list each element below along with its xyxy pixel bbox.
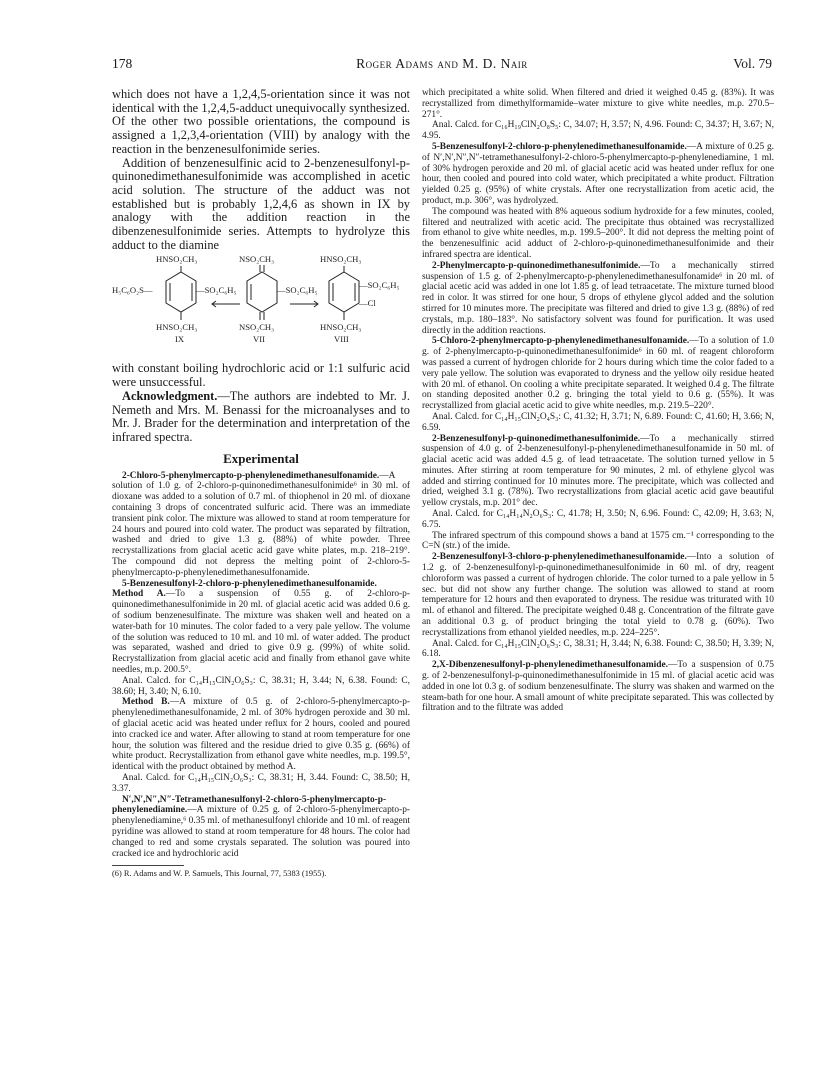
paragraph: The infrared spectrum of this compound shows a band at 1575 cm.⁻¹ corresponding to the C=N (str.) of the imide. [422,530,774,552]
experimental-entry [422,660,774,714]
experimental-entry [112,471,410,579]
compound-label-ix: IX [175,334,185,345]
vii-right-substituent: —SO₂C₆H₅ [277,285,318,296]
ix-left-substituent: H₅C₆O₂S— [112,285,153,296]
analysis-line: Anal. Calcd. for C₁₄H₁₅ClN₂O₆S₃: C, 38.31; H, 3.44. Found: C, 38.50; H, 3.37. [112,772,410,794]
ix-right-substituent: —SO₂C₆H₅ [196,285,237,296]
experimental-entry [422,552,774,638]
vii-bottom-substituent: NSO₂CH₃ [239,322,275,333]
entry-title: 2-Phenylmercapto-p-quinonedimethanesulfonimide. [432,260,641,271]
acknowledgment-title: Acknowledgment. [122,388,218,403]
right-column [422,88,774,714]
experimental-entry [422,261,774,337]
chemical-scheme [112,254,410,360]
left-column [112,88,410,879]
experimental-entry [422,434,774,510]
compound-label-vii: VII [253,334,265,345]
analysis-line: Anal. Calcd. for C₁₄H₁₅ClN₂O₆S₃: C, 38.31; H, 3.44; N, 6.38. Found: C, 38.60; H, 3.40; N, 6.10. [112,675,410,697]
acknowledgment [112,390,410,445]
running-header [112,56,772,76]
entry-title: 5-Benzenesulfonyl-2-chloro-p-phenylenedimethanesulfonamide. [432,141,687,152]
entry-text: —A mixture of 0.25 g. of N′,N′,N″,N″-tetramethanesulfonyl-2-chloro-5-phenylmercapto-p-phenylenediamine, 1 ml. of 30% hydrogen peroxide and 20 ml. of glacial acetic acid was heated under reflux for one hour, then cooled and poured into cold water, which precipitated a white product. Filtration yielded 0.25 g. (95%) of white crystals. After one recrystallization from acetic acid, the product, m.p. 306°, was hydrolyzed. [422,141,774,206]
entry-title: 2-Benzenesulfonyl-3-chloro-p-phenylenedimethanesulfonamide. [432,552,687,563]
entry-text: —A mixture of 0.25 g. of 2-chloro-5-phenylmercapto-p-phenylenediamine,⁶ 0.35 ml. of methanesulfonyl chloride and 10 ml. of reagent pyridine was allowed to stand at room temperature for 48 hours. The color had changed to red and some crystals separated. The solution was poured into cracked ice and hydrochloric acid [112,805,410,859]
entry-text: —A solution of 1.0 g. of 2-chloro-p-quinonedimethanesulfonimide⁶ in 30 ml. of dioxane was added to a solution of 0.7 ml. of thiophenol in 20 ml. of dioxane containing 3 drops of concentrated sulfuric acid. There was an immediate transient pink color. The mixture was allowed to stand at room temperature for 24 hours and poured into cold water. The product was separated by filtration, washed and dried to give 1.3 g. (88%) of white powder. Three recrystallizations from glacial acetic acid gave white plates, m.p. 218–219°. The compound did not depress the melting point of 2-chloro-5-phenylmercapto-p-phenylenedimethanesulfonamide. [112,470,410,578]
entry-text: —To a suspension of 0.55 g. of 2-chloro-p-quinonedimethanesulfonimide in 20 ml. of glacial acetic acid was added 0.6 g. of sodium benzenesulfinate. The mixture was shaken well and heated on a water-bath for 10 minutes. The color faded to a very pale yellow. The volume of the solution was reduced to 10 ml. and 10 ml. of water added. The product was separated, washed and dried to give 0.9 g. (99%) of white solid. Recrystallization from glacial acetic acid and finally from ethanol gave white needles, m.p. 200.5°. [112,589,410,675]
analysis-line: Anal. Calcd. for C₁₄H₁₅ClN₂O₆S₃: C, 38.31; H, 3.44; N, 6.38. Found: C, 38.50; H, 3.39; N, 6.18. [422,638,774,660]
entry-title: 2,X-Dibenzenesulfonyl-p-phenylenedimethanesulfonamide. [432,660,668,671]
analysis-line: Anal. Calcd. for C₁₄H₁₅ClN₂O₄S₃: C, 41.32; H, 3.71; N, 6.89. Found: C, 41.60; H, 3.66; N, 6.59. [422,411,774,433]
viii-chloro-substituent: —Cl [359,298,376,309]
running-title: Roger Adams and M. D. Nair [356,56,528,71]
paragraph: which does not have a 1,2,4,5-orientation since it was not identical with the 1,2,4,5-adduct unequivocally synthesized. Of the other two possible orientations, the compound is assigned a 1,2,3,4-orientation (VIII) by analogy with the reaction in the benzenesulfonimide series. [112,87,410,156]
paragraph: The compound was heated with 8% aqueous sodium hydroxide for a few minutes, cooled, filtered and neutralized with acetic acid. The precipitate thus obtained was recrystallized from ethanol to give white needles, m.p. 199.5–200°. It did not depress the melting point of the benzenesulfinic acid adduct of 2-chloro-p-quinonedimethanesulfonimide and their infrared spectra are identical. [422,206,774,260]
paragraph: with constant boiling hydrochloric acid or 1:1 sulfuric acid were unsuccessful. [112,361,410,390]
experimental-entry [112,697,410,773]
ix-top-substituent: HNSO₂CH₃ [156,254,198,265]
entry-text: —A mixture of 0.5 g. of 2-chloro-5-phenylmercapto-p-phenylenedimethanesulfonamide, 2 ml. of 30% hydrogen peroxide and 30 ml. of glacial acetic acid was heated under reflux for 2 hours, cooled and poured into cracked ice and water. After allowing to stand at room temperature for one hour, the solution was filtered and the residue dried to give 0.35 g. (66%) of white product. Recrystallization from ethanol gave white needles, m.p. 199.5°, identical with the product obtained by method A. [112,697,411,773]
experimental-entry [422,336,774,412]
paragraph: Addition of benzenesulfinic acid to 2-benzenesulfonyl-p-quinonedimethanesulfonimide was accomplished in acetic acid solution. The structure of the adduct was not established but is probably 1,2,4,6 as shown in IX by analogy with the addition reaction in the dibenzenesulfonimide series. Attempts to hydrolyze this adduct to the diamine [112,155,410,252]
entry-text: —To a mechanically stirred suspension of 1.5 g. of 2-phenylmercapto-p-phenylenedimethanesulfonamide⁶ in 20 ml. of glacial acetic acid was added in one lot 1.85 g. of lead tetraacetate. The mixture turned blood red in color. It was stirred for one hour, 5 drops of ethylene glycol added and the solution stirred for 10 minutes more. The precipitate was filtered and dried to give 1.3 g. (88%) of red crystals, m.p. 180–183°. No satisfactory solvent was found for purification. It was used directly in the addition reactions. [422,260,774,336]
entry-title: 2-Benzenesulfonyl-p-quinonedimethanesulfonimide. [432,433,641,444]
entry-text: —Into a solution of 1.2 g. of 2-benzenesulfonyl-p-quinonedimethanesulfonimide in 60 ml. of dry, reagent chloroform was passed a current of hydrogen chloride. The color turned to a pale yellow in 5 sec. but did not show any further change. The solution was allowed to stand at room temperature for 12 hours and then evaporated to dryness. The residue was triturated with 10 ml. of ethanol and filtered. The precipitate weighed 0.48 g. Concentration of the filtrate gave an additional 0.3 g. of product bringing the total yield to 0.78 g. (60%). Two recrystallizations from ethanol yielded needles, m.p. 224–225°. [422,552,774,638]
footnote: (6) R. Adams and W. P. Samuels, This Journal, 77, 5383 (1955). [112,869,327,879]
entry-title: 2-Chloro-5-phenylmercapto-p-phenylenedimethanesulfonamide. [122,470,380,481]
experimental-entry [112,795,410,860]
entry-title: Method B. [122,697,170,708]
analysis-line: Anal. Calcd. for C₁₄H₁₄N₂O₆S₃: C, 41.78; H, 3.50; N, 6.96. Found: C, 42.09; H, 3.63; N, 6.75. [422,509,774,530]
viii-top-substituent: HNSO₂CH₃ [320,254,362,265]
volume-label: Vol. 79 [733,56,772,71]
acknowledgment-text: —The authors are indebted to Mr. J. Nemeth and Mrs. M. Benassi for the microanalyses and to Mr. J. Brader for the determination and interpretation of the infrared spectra. [112,388,410,444]
experimental-entry [112,579,410,676]
section-heading-experimental: Experimental [223,450,299,466]
ix-bottom-substituent: HNSO₂CH₃ [156,322,198,333]
paragraph: which precipitated a white solid. When filtered and dried it weighed 0.45 g. (83%). It was recrystallized from dimethylformamide–water mixture to give white needles, m.p. 270.5–271°. [422,88,774,120]
viii-right-substituent: —SO₂C₆H₅ [359,280,400,291]
viii-bottom-substituent: HNSO₂CH₃ [320,322,362,333]
analysis-line: Anal. Calcd. for C₁₆H₁₉ClN₂O₈S₅: C, 34.07; H, 3.57; N, 4.96. Found: C, 34.37; H, 3.67; N, 4.95. [422,120,774,142]
entry-title: N′,N′,N″,N″-Tetramethanesulfonyl-2-chloro-5-phenylmercapto-p-phenylenediamine. [112,794,387,816]
page-number: 178 [112,56,133,71]
entry-text: —To a mechanically stirred suspension of 4.0 g. of 2-benzenesulfonyl-p-phenylenedimethanesulfonamide in 50 ml. of glacial acetic acid was added 4.5 g. of lead tetraacetate. The solution turned yellow in 5 minutes. After stirring at room temperature for 90 minutes, 2 ml. of ethylene glycol was added and stirring continued for 10 minutes more. The precipitate, which was collected and dried, weighed 3.1 g. (78%). Two recrystallizations from glacial acetic acid gave beautiful yellow crystals, m.p. 201° dec. [422,433,774,509]
entry-text: —To a suspension of 0.75 g. of 2-benzenesulfonyl-p-quinonedimethanesulfonimide in 15 ml. of glacial acetic acid was added in one lot 0.3 g. of sodium benzenesulfinate. The slurry was shaken and warmed on the steam-bath for one hour. A small amount of white precipitate separated. This was collected by filtration and to the filtrate was added [422,660,774,714]
entry-title: 5-Benzenesulfonyl-2-chloro-p-phenylenedimethanesulfonamide. Method A. [112,578,377,600]
compound-label-viii: VIII [334,334,349,345]
vii-top-substituent: NSO₂CH₃ [239,254,275,265]
footnote-rule [112,865,184,866]
entry-text: —To a solution of 1.0 g. of 2-phenylmercapto-p-quinonedimethanesulfonimide⁶ in 60 ml. of reagent chloroform was passed a current of hydrogen chloride for 2 hours during which time the color faded to a very pale yellow. The solution was evaporated to dryness and the yellow oily residue heated with 20 ml. of ethanol. On cooling a white precipitate separated. It weighed 0.4 g. The filtrate on standing deposited another 0.2 g. bringing the total yield to 0.6 g. (55%). It was recrystallized from glacial acetic acid to give white needles, m.p. 219.5–220°. [422,336,774,412]
entry-title: 5-Chloro-2-phenylmercapto-p-phenylenedimethanesulfonamide. [432,336,690,347]
experimental-entry [422,142,774,207]
